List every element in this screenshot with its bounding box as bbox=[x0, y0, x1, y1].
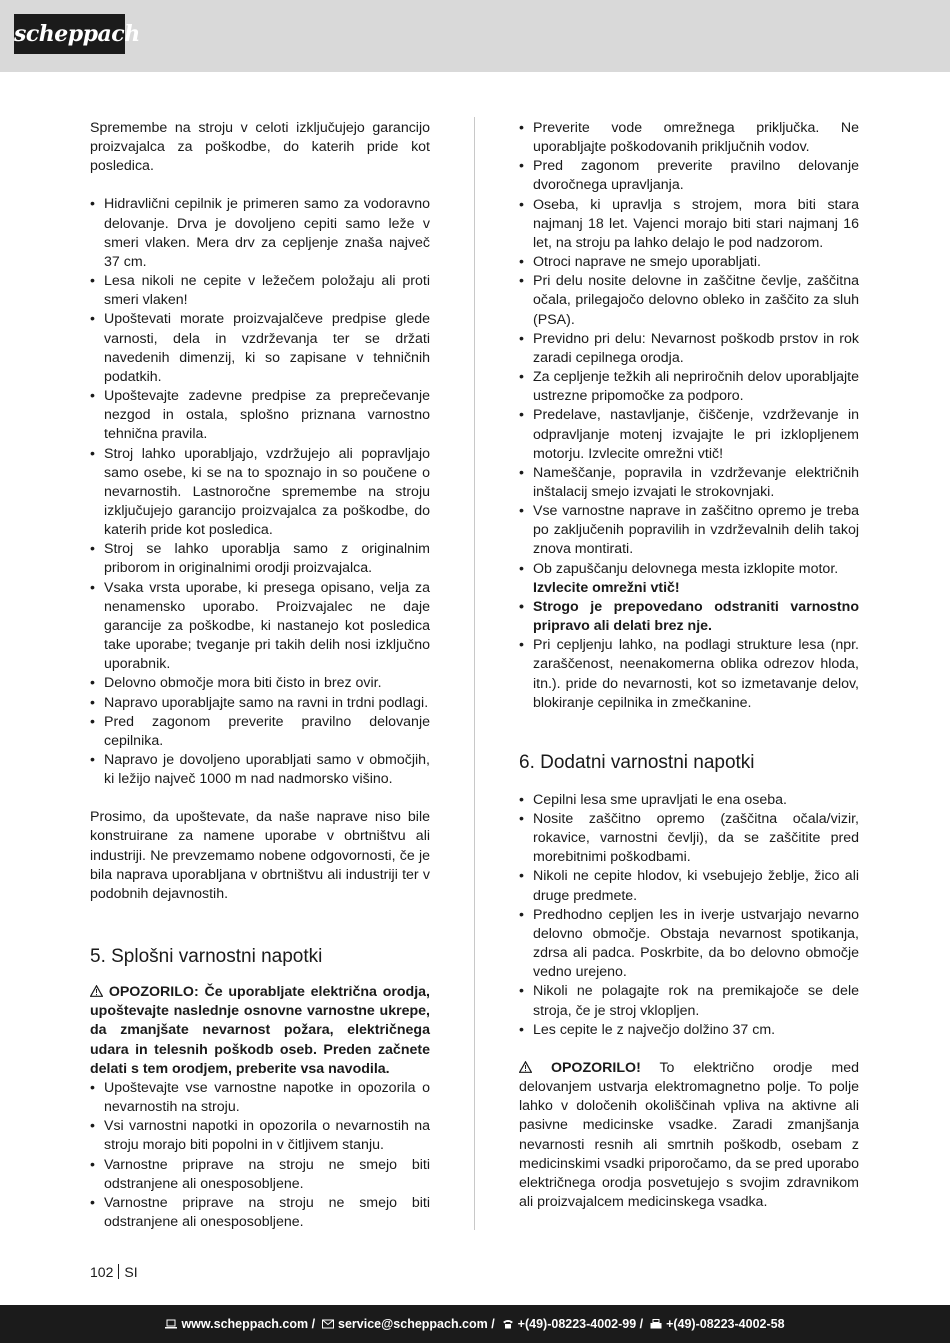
list-item: • Stroj lahko uporabljajo, vzdržujejo ali popravljajo samo osebe, ki se na to spoznajo in so poučene o nevarnostih. Lastnoročne spremembe na stroju izključujejo garancijo proizvajalca za poškodbe, do katerih pride kot posledica. bbox=[90, 445, 430, 541]
list-item: • Oseba, ki upravlja s strojem, mora biti stara najmanj 18 let. Vajenci morajo biti stari najmanj 16 let, na stroju pa lahko delajo le pod nadzorom. bbox=[519, 196, 859, 253]
list-item: • Upoštevajte vse varnostne napotke in opozorila o nevarnostih na stroju. bbox=[90, 1079, 430, 1117]
page-number bbox=[90, 1264, 138, 1280]
list-item: • Upoštevati morate proizvajalčeve predpise glede varnosti, dela in vzdrževanja ter se držati navedenih dimenzij, ki so zapisane v tehničnih podatkih. bbox=[90, 310, 430, 387]
list-item: • Previdno pri delu: Nevarnost poškodb prstov in rok zaradi cepilnega orodja. bbox=[519, 330, 859, 368]
list-item: • Predhodno cepljen les in iverje ustvarjajo nevarno delovno območje. Obstaja nevarnost spotikanja, zdrsa ali padca. Poskrbite, da bo delovno območje vedno urejeno. bbox=[519, 906, 859, 983]
list-item: • Strogo je prepovedano odstraniti varnostno pripravo ali delati brez nje. bbox=[519, 598, 859, 636]
list-item: • Stroj se lahko uporablja samo z originalnim priborom in originalnimi orodji proizvajalca. bbox=[90, 540, 430, 578]
right-column bbox=[519, 119, 859, 1212]
list-item: • Varnostne priprave na stroju ne smejo biti odstranjene ali onesposobljene. bbox=[90, 1156, 430, 1194]
list-item bbox=[519, 560, 859, 598]
contact-footer bbox=[0, 1305, 950, 1343]
laptop-icon bbox=[165, 1319, 177, 1329]
list-item: • Nameščanje, popravila in vzdrževanje električnih inštalacij smejo izvajati le strokovnjaki. bbox=[519, 464, 859, 502]
motor-off-text: Ob zapuščanju delovnega mesta izklopite motor. bbox=[533, 560, 839, 577]
brand-logo: scheppach bbox=[14, 14, 125, 54]
unplug-text: Izvlecite omrežni vtič! bbox=[533, 579, 680, 596]
page-number-value: 102 bbox=[90, 1264, 114, 1280]
page-header bbox=[0, 0, 950, 72]
emf-warning-label: OPOZORILO! bbox=[550, 1059, 641, 1076]
warning-block bbox=[90, 983, 430, 1079]
list-item: • Predelave, nastavljanje, čiščenje, vzdrževanje in odpravljanje motenj izvajajte le pri izklopljenem motorju. Izvlecite omrežni vtič! bbox=[519, 406, 859, 463]
list-item: • Les cepite le z največjo dolžino 37 cm. bbox=[519, 1021, 859, 1040]
left-bullet-list-2 bbox=[90, 1079, 430, 1232]
usage-disclaimer-paragraph: Prosimo, da upoštevate, da naše naprave niso bile konstruirane za namene uporabe v obrtništvu ali industriji. Ne prevzemamo nobene odgovornosti, če je bila naprava uporabljana v obrtništvu ali industriji ter v podobnih dejavnostih. bbox=[90, 809, 430, 902]
list-item: • Pred zagonom preverite pravilno delovanje cepilnika. bbox=[90, 713, 430, 751]
list-item: • Delovno območje mora biti čisto in brez ovir. bbox=[90, 674, 430, 693]
phone-number: +(49)-08223-4002-99 / bbox=[517, 1317, 644, 1331]
fax-number: +(49)-08223-4002-58 bbox=[666, 1317, 785, 1331]
list-item: • Pri delu nosite delovne in zaščitne čevlje, zaščitna očala, prilegajočo delovno obleko in zaščito za sluh (PSA). bbox=[519, 272, 859, 329]
left-bullet-list-1 bbox=[90, 195, 430, 789]
list-item: • Napravo je dovoljeno uporabljati samo v območjih, ki ležijo največ 1000 m nad nadmorsko višino. bbox=[90, 751, 430, 789]
warning-triangle-icon bbox=[519, 1061, 532, 1073]
right-bullet-list-2 bbox=[519, 791, 859, 1040]
list-item: • Vsi varnostni napotki in opozorila o nevarnostih na stroju morajo biti popolni in v čitljivem stanju. bbox=[90, 1117, 430, 1155]
column-divider bbox=[474, 117, 475, 1230]
warning-triangle-icon bbox=[90, 985, 103, 997]
list-item: • Pred zagonom preverite pravilno delovanje dvoročnega upravljanja. bbox=[519, 157, 859, 195]
intro-paragraph: Spremembe na stroju v celoti izključujejo garancijo proizvajalca za poškodbe, do katerih pride kot posledica. bbox=[90, 120, 430, 175]
website-link[interactable]: www.scheppach.com / bbox=[181, 1317, 316, 1331]
list-item: • Nikoli ne polagajte rok na premikajoče se dele stroja, če je stroj vklopljen. bbox=[519, 982, 859, 1020]
list-item: • Varnostne priprave na stroju ne smejo biti odstranjene ali onesposobljene. bbox=[90, 1194, 430, 1232]
list-item: • Napravo uporabljajte samo na ravni in trdni podlagi. bbox=[90, 694, 430, 713]
list-item: • Vsaka vrsta uporabe, ki presega opisano, velja za nenamensko uporabo. Proizvajalec ne daje garancije za poškodbe, ki nastanejo kot posledica take uporabe; tveganje pri takih delih nosi izključno uporabnik. bbox=[90, 579, 430, 675]
section-5-title: 5. Splošni varnostni napotki bbox=[90, 946, 323, 968]
phone-icon bbox=[502, 1319, 514, 1329]
list-item: • Pri cepljenju lahko, na podlagi strukture lesa (npr. zaraščenost, neenakomerna oblika odrezov hloda, itn.). pride do nevarnosti, kot so izmetavanje delov, blokiranje cepilnika in zmečkanine. bbox=[519, 636, 859, 713]
list-item: • Cepilni lesa sme upravljati le ena oseba. bbox=[519, 791, 859, 810]
language-code: SI bbox=[124, 1264, 138, 1280]
warning-text: OPOZORILO: Če uporabljate električna orodja, upoštevajte naslednje osnovne varnostne ukrepe, da zmanjšate nevarnost požara, električnega udara in telesnih poškodb oseb. Preden začnete delati s tem orodjem, preberite vsa navodila. bbox=[90, 984, 430, 1077]
list-item: • Upoštevajte zadevne predpise za preprečevanje nezgod in ostala, splošno priznana varnostno tehnična pravila. bbox=[90, 387, 430, 444]
email-link[interactable]: service@scheppach.com / bbox=[338, 1317, 495, 1331]
fax-icon bbox=[650, 1319, 662, 1329]
list-item: • Preverite vode omrežnega priključka. Ne uporabljajte poškodovanih priključnih vodov. bbox=[519, 119, 859, 157]
list-item: • Vse varnostne naprave in zaščitno opremo je treba po zaključenih popravilih in vzdrževalnih delih takoj znova montirati. bbox=[519, 502, 859, 559]
list-item: • Za cepljenje težkih ali nepriročnih delov uporabljajte ustrezne pripomočke za podporo. bbox=[519, 368, 859, 406]
emf-warning-paragraph bbox=[519, 1059, 859, 1212]
email-icon bbox=[322, 1319, 334, 1329]
list-item: • Nikoli ne cepite hlodov, ki vsebujejo žeblje, žico ali druge predmete. bbox=[519, 867, 859, 905]
list-item: • Nosite zaščitno opremo (zaščitna očala/vizir, rokavice, varnostni čevlji), da se zaščitite pred morebitnimi poškodbami. bbox=[519, 810, 859, 867]
emf-warning-text: To električno orodje med delovanjem ustvarja elektromagnetno polje. To polje lahko v določenih okoliščinah vpliva na aktivne ali pasivne medicinske vsadke. Zaradi zmanjšanja nevarnosti resnih ali smrtnih poškodb, osebam z medicinskimi vsadki priporočamo, da se pred uporabo električnega orodja posvetujejo s svojim zdravnikom ali proizvajalcem medicinskega vsadka. bbox=[519, 1059, 859, 1210]
list-item: • Lesa nikoli ne cepite v ležečem položaju ali proti smeri vlaken! bbox=[90, 272, 430, 310]
list-item: • Hidravlični cepilnik je primeren samo za vodoravno delovanje. Drva je dovoljeno cepiti samo leže v smeri vlaken. Mera drv za cepljenje znaša največ 37 cm. bbox=[90, 195, 430, 272]
list-item: • Otroci naprave ne smejo uporabljati. bbox=[519, 253, 859, 272]
left-column bbox=[90, 119, 430, 1232]
section-6-title: 6. Dodatni varnostni napotki bbox=[519, 751, 755, 773]
right-bullet-list-1 bbox=[519, 119, 859, 713]
